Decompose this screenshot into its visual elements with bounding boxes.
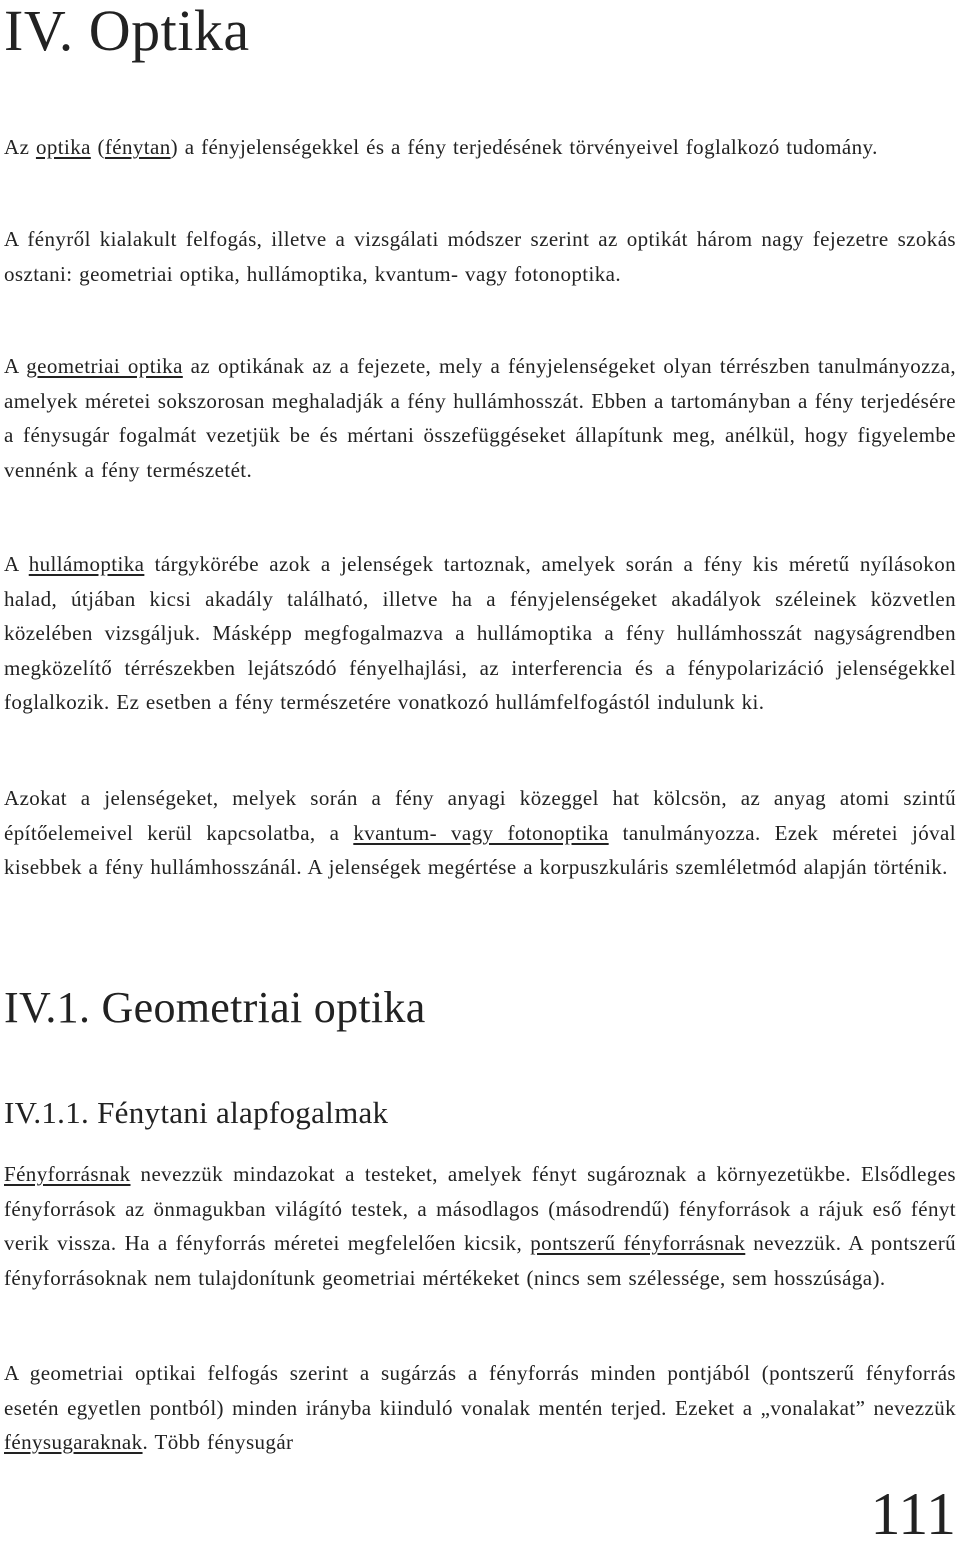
text: (	[90, 135, 105, 159]
text: A	[4, 354, 27, 378]
paragraph-wave-optics	[4, 547, 956, 720]
paragraph-intro	[4, 130, 956, 165]
paragraph-geometric-optics	[4, 349, 956, 487]
text: tanulmányozza. Ezek méretei jóval kisebbek a fény hullámhosszánál. A jelenségek megértése a korpuszkuláris szemléletmód alapján történik.	[4, 820, 956, 879]
subsection-heading: IV.1.1. Fénytani alapfogalmak	[4, 1095, 389, 1130]
link-geometriai-optika[interactable]: geometriai optika	[26, 354, 183, 378]
text: . Több fénysugár	[142, 1430, 294, 1454]
text: nevezzük. A pontszerű fényforrásoknak nem tulajdonítunk geometriai mértékeket (nincs sem szélessége, sem hosszúsága).	[4, 1231, 956, 1290]
link-fenytan[interactable]: fénytan	[104, 135, 171, 159]
link-fenysugaraknak[interactable]: fénysugaraknak	[4, 1430, 143, 1454]
paragraph-divisions	[4, 222, 956, 291]
paragraph-light-sources	[4, 1157, 956, 1295]
text: nevezzük mindazokat a testeket, amelyek fényt sugároznak a környezetükbe. Elsődleges fényforrások az önmagukban világító testek, a másodlagos (másodrendű) fényforrások a rájuk eső fényt verik vissza. Ha a fényforrás méretei megfelelően kicsik,	[4, 1162, 956, 1255]
paragraph-quantum-optics	[4, 781, 956, 885]
chapter-title: IV. Optika	[4, 0, 250, 63]
paragraph-text: A fényről kialakult felfogás, illetve a vizsgálati módszer szerint az optikát három nagy fejezetre szokás osztani: geometriai optika, hullámoptika, kvantum- vagy fotonoptika.	[4, 227, 956, 286]
link-fenyforrasnak[interactable]: Fényforrásnak	[4, 1162, 131, 1186]
link-pontszeru-fenyforrasnak[interactable]: pontszerű fényforrásnak	[530, 1231, 746, 1255]
link-optika[interactable]: optika	[35, 135, 91, 159]
paragraph-light-rays	[4, 1356, 956, 1460]
text: A geometriai optikai felfogás szerint a sugárzás a fényforrás minden pontjából (pontszerű fényforrás esetén egyetlen pontból) minden irányba kiinduló vonalak mentén terjed. Ezeket a „vonalakat” nevezzük	[4, 1361, 956, 1420]
text: Az	[4, 135, 36, 159]
page-number: 111	[870, 1481, 956, 1547]
text: tárgykörébe azok a jelenségek tartoznak, amelyek során a fény kis méretű nyílásokon halad, útjában kicsi akadály található, illetve ha a fényjelenségeket akadályok széleinek közvetlen közelében vizsgáljuk. Másképp megfogalmazva a hullámoptika a fény hullámhosszát nagyságrendben megközelítő térrészekben lejátszódó fényelhajlási, az interferencia és a fénypolarizáció jelenségekkel foglalkozik. Ez esetben a fény természetére vonatkozó hullámfelfogástól indulunk ki.	[4, 552, 956, 714]
link-hullamoptika[interactable]: hullámoptika	[28, 552, 145, 576]
link-kvantum-optika[interactable]: kvantum- vagy fotonoptika	[353, 820, 609, 845]
section-heading: IV.1. Geometriai optika	[4, 983, 426, 1032]
text: ) a fényjelenségekkel és a fény terjedésének törvényeivel foglalkozó tudomány.	[170, 135, 878, 159]
text: Azokat a jelenségeket, melyek során a fény anyagi közeggel hat kölcsön, az anyag atomi szintű építőelemeivel kerül kapcsolatba, a	[4, 786, 956, 845]
text: az optikának az a fejezete, mely a fényjelenségeket olyan térrészben tanulmányozza, amelyek méretei sokszorosan meghaladják a fény hullámhosszát. Ebben a tartományban a fény terjedésére a fénysugár fogalmát vezetjük be és mértani összefüggéseket állapítunk meg, anélkül, hogy figyelembe vennénk a fény természetét.	[4, 354, 956, 482]
text: A	[4, 552, 29, 576]
